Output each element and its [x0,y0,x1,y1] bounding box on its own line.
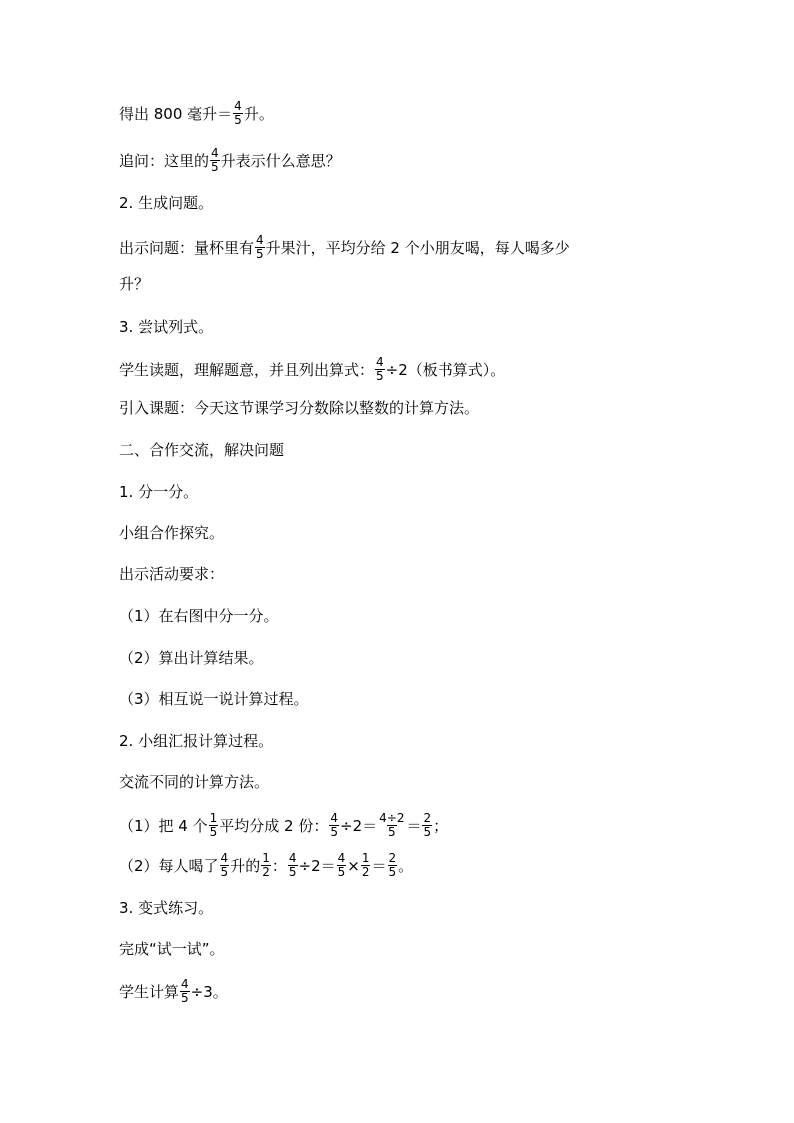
numerator: 2 [388,851,397,865]
line-exchange [119,772,269,792]
line-req-1 [119,606,279,626]
numerator: 4 [256,233,264,247]
text: ÷2（板书算式）。 [385,360,506,379]
text: （2）每人喝了 [119,856,219,875]
text: 学生计算 [119,982,180,1001]
fraction [233,100,243,127]
text: 升。 [243,104,274,123]
text: 得出 800 毫升＝ [119,104,233,123]
line-req-3 [119,689,309,709]
text: 3. 尝试列式。 [119,318,214,336]
denominator: 5 [256,247,264,261]
text: 1. 分一分。 [119,483,199,501]
numerator: 4 [288,851,297,865]
text: （3）相互说一说计算过程。 [119,690,309,708]
text: 升表示什么意思？ [220,151,341,170]
text: 交流不同的计算方法。 [119,773,270,791]
denominator: 2 [262,865,270,879]
denominator: 5 [181,991,189,1005]
line-heading-2 [119,193,213,213]
denominator: 5 [209,825,218,839]
text: 升的 [230,856,261,875]
denominator: 5 [234,113,242,127]
line-method-1 [119,812,448,839]
text: ； [433,816,449,835]
line-intro-topic [119,398,479,418]
denominator: 5 [423,825,432,839]
denominator: 2 [361,865,370,879]
text: 出示问题：量杯里有 [119,238,255,257]
text: ÷3。 [190,982,228,1001]
text: 升？ [119,275,150,293]
fraction [361,852,371,879]
line-method-2 [119,852,413,879]
fraction [329,812,339,839]
fraction [375,356,385,383]
text: 小组合作探究。 [119,524,225,542]
denominator: 5 [337,865,346,879]
text: ÷2＝ [298,856,336,875]
fraction [220,852,230,879]
fraction [288,852,298,879]
denominator: 5 [387,825,396,839]
text: 出示活动要求： [119,565,225,583]
denominator: 5 [220,865,229,879]
fraction [337,852,347,879]
text: （2）算出计算结果。 [119,649,264,667]
line-try-it [119,939,225,959]
fraction [388,852,398,879]
numerator: 1 [361,851,370,865]
text: ＝ [371,856,387,875]
text: 引入课题：今天这节课学习分数除以整数的计算方法。 [119,399,480,417]
text: 追问：这里的 [119,151,210,170]
text: 完成“试一试”。 [119,940,225,958]
text: 学生读题，理解题意，并且列出算式： [119,360,375,379]
line-conclusion [119,100,274,127]
denominator: 5 [288,865,297,879]
text: 。 [398,856,414,875]
denominator: 5 [388,865,397,879]
text: 3. 变式练习。 [119,899,214,917]
line-section-2 [119,440,284,460]
fraction [261,852,271,879]
denominator: 5 [330,825,338,839]
text: 二、合作交流，解决问题 [119,441,285,459]
line-activity-req [119,564,224,584]
numerator: 4 [337,851,346,865]
fraction [378,812,405,839]
numerator: 4 [211,146,219,160]
numerator: 2 [423,811,432,825]
text: ÷2＝ [340,816,378,835]
text: 2. 生成问题。 [119,194,214,212]
numerator: 4÷2 [379,811,405,825]
text: 平均分成 2 份： [219,816,329,835]
line-heading-1 [119,482,198,502]
numerator: 4 [234,99,242,113]
numerator: 4 [376,355,384,369]
text: （1）在右图中分一分。 [119,607,279,625]
text: 2. 小组汇报计算过程。 [119,732,274,750]
numerator: 4 [330,811,338,825]
denominator: 5 [211,160,219,174]
numerator: 4 [181,977,189,991]
line-heading-practice [119,898,213,918]
line-group-explore [119,523,224,543]
text: ＝ [406,816,422,835]
line-req-2 [119,648,264,668]
line-heading-report [119,731,273,751]
line-students-read [119,356,505,383]
fraction [255,234,265,261]
numerator: 1 [209,811,218,825]
fraction [210,147,220,174]
fraction [180,978,190,1005]
line-problem [119,234,570,261]
line-student-calc [119,978,228,1005]
fraction [422,812,432,839]
text: ： [271,856,287,875]
text: 升果汁，平均分给 2 个小朋友喝，每人喝多少 [265,238,570,257]
numerator: 1 [262,851,270,865]
fraction [209,812,219,839]
text: × [347,856,360,875]
line-problem-cont [119,274,149,294]
numerator: 4 [220,851,229,865]
text: （1）把 4 个 [119,816,208,835]
line-follow-up-question [119,147,341,174]
line-heading-3 [119,317,213,337]
denominator: 5 [376,369,384,383]
